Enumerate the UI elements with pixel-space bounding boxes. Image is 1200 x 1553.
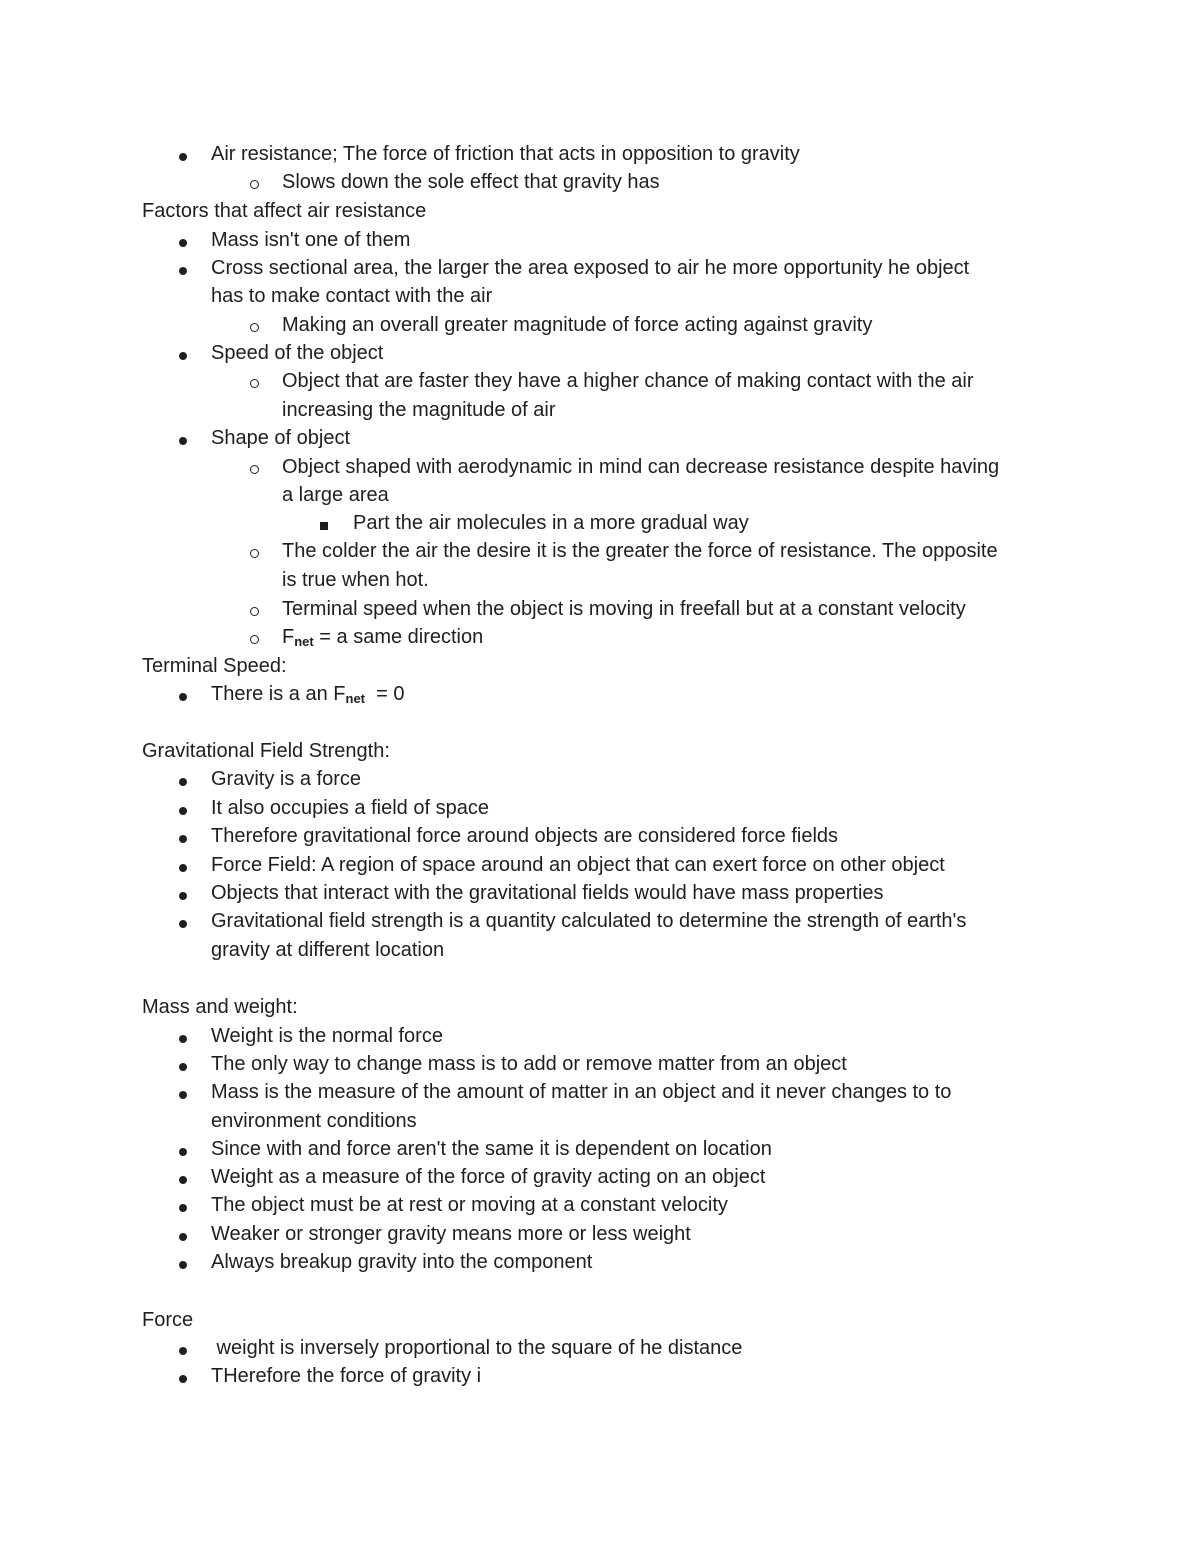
list-item: Gravity is a force bbox=[211, 768, 362, 790]
list-item: The object must be at rest or moving at a constant velocity bbox=[211, 1194, 728, 1216]
list-item-continuation: is true when hot. bbox=[282, 569, 429, 591]
bullet-circle bbox=[250, 312, 259, 340]
list-item: THerefore the force of gravity i bbox=[211, 1365, 482, 1387]
list-item-fnet bbox=[282, 623, 483, 651]
list-item-fnet-zero bbox=[211, 680, 405, 708]
bullet-disc bbox=[179, 1136, 187, 1164]
bullet-circle bbox=[250, 454, 259, 482]
list-item: Terminal speed when the object is moving in freefall but at a constant velocity bbox=[282, 598, 966, 620]
bullet-circle bbox=[250, 624, 259, 652]
bullet-disc bbox=[179, 880, 187, 908]
list-item: Mass is the measure of the amount of matter in an object and it never changes to to bbox=[211, 1081, 952, 1103]
bullet-disc bbox=[179, 1221, 187, 1249]
fnet-pre: There is a an F bbox=[211, 683, 346, 705]
list-item: Objects that interact with the gravitational fields would have mass properties bbox=[211, 882, 884, 904]
list-item: Since with and force aren't the same it is dependent on location bbox=[211, 1138, 772, 1160]
list-item-continuation: has to make contact with the air bbox=[211, 285, 493, 307]
list-item: Slows down the sole effect that gravity has bbox=[282, 171, 660, 193]
bullet-disc bbox=[179, 425, 187, 453]
list-item: Weight is the normal force bbox=[211, 1025, 443, 1047]
bullet-circle bbox=[250, 169, 259, 197]
list-item: Part the air molecules in a more gradual way bbox=[353, 512, 749, 534]
list-item: Always breakup gravity into the component bbox=[211, 1251, 593, 1273]
list-item: Speed of the object bbox=[211, 342, 384, 364]
list-item: Air resistance; The force of friction that acts in opposition to gravity bbox=[211, 143, 800, 165]
list-item-continuation: environment conditions bbox=[211, 1110, 417, 1132]
section-heading: Force bbox=[142, 1309, 194, 1331]
section-heading: Gravitational Field Strength: bbox=[142, 740, 390, 762]
bullet-disc bbox=[179, 340, 187, 368]
list-item: Weaker or stronger gravity means more or less weight bbox=[211, 1223, 691, 1245]
fnet-text: = a same direction bbox=[313, 626, 484, 648]
bullet-disc bbox=[179, 681, 187, 709]
bullet-disc bbox=[179, 227, 187, 255]
bullet-disc bbox=[179, 1051, 187, 1079]
bullet-disc bbox=[179, 1164, 187, 1192]
bullet-disc bbox=[179, 766, 187, 794]
bullet-disc bbox=[179, 255, 187, 283]
bullet-disc bbox=[179, 1023, 187, 1051]
list-item: Weight as a measure of the force of gravity acting on an object bbox=[211, 1166, 766, 1188]
section-heading: Mass and weight: bbox=[142, 996, 298, 1018]
bullet-circle bbox=[250, 368, 259, 396]
list-item-continuation: a large area bbox=[282, 484, 389, 506]
bullet-circle bbox=[250, 538, 259, 566]
bullet-disc bbox=[179, 1192, 187, 1220]
bullet-disc bbox=[179, 1079, 187, 1107]
list-item-continuation: gravity at different location bbox=[211, 939, 445, 961]
fnet-subscript: net bbox=[345, 691, 366, 706]
fnet-post: = 0 bbox=[365, 683, 405, 705]
list-item: Object that are faster they have a higher chance of making contact with the air bbox=[282, 370, 974, 392]
bullet-disc bbox=[179, 1335, 187, 1363]
bullet-square bbox=[320, 510, 328, 538]
list-item: The colder the air the desire it is the greater the force of resistance. The opposite bbox=[282, 540, 998, 562]
list-item: Making an overall greater magnitude of force acting against gravity bbox=[282, 314, 873, 336]
fnet-symbol: F bbox=[282, 626, 295, 648]
bullet-disc bbox=[179, 823, 187, 851]
section-heading: Terminal Speed: bbox=[142, 655, 287, 677]
list-item: The only way to change mass is to add or remove matter from an object bbox=[211, 1053, 847, 1075]
list-item: Mass isn't one of them bbox=[211, 229, 411, 251]
list-item: Therefore gravitational force around objects are considered force fields bbox=[211, 825, 839, 847]
list-item: Gravitational field strength is a quantity calculated to determine the strength of earth's bbox=[211, 910, 967, 932]
bullet-disc bbox=[179, 1249, 187, 1277]
bullet-circle bbox=[250, 596, 259, 624]
list-item: Shape of object bbox=[211, 427, 350, 449]
list-item: Force Field: A region of space around an object that can exert force on other object bbox=[211, 854, 945, 876]
bullet-disc bbox=[179, 141, 187, 169]
list-item: weight is inversely proportional to the square of he distance bbox=[211, 1337, 743, 1359]
list-item-continuation: increasing the magnitude of air bbox=[282, 399, 556, 421]
list-item: Object shaped with aerodynamic in mind can decrease resistance despite having bbox=[282, 456, 1000, 478]
list-item: Cross sectional area, the larger the area exposed to air he more opportunity he object bbox=[211, 257, 970, 279]
bullet-disc bbox=[179, 852, 187, 880]
fnet-subscript: net bbox=[294, 634, 314, 649]
list-item: It also occupies a field of space bbox=[211, 797, 489, 819]
section-heading: Factors that affect air resistance bbox=[142, 200, 427, 222]
bullet-disc bbox=[179, 1363, 187, 1391]
bullet-disc bbox=[179, 795, 187, 823]
bullet-disc bbox=[179, 908, 187, 936]
